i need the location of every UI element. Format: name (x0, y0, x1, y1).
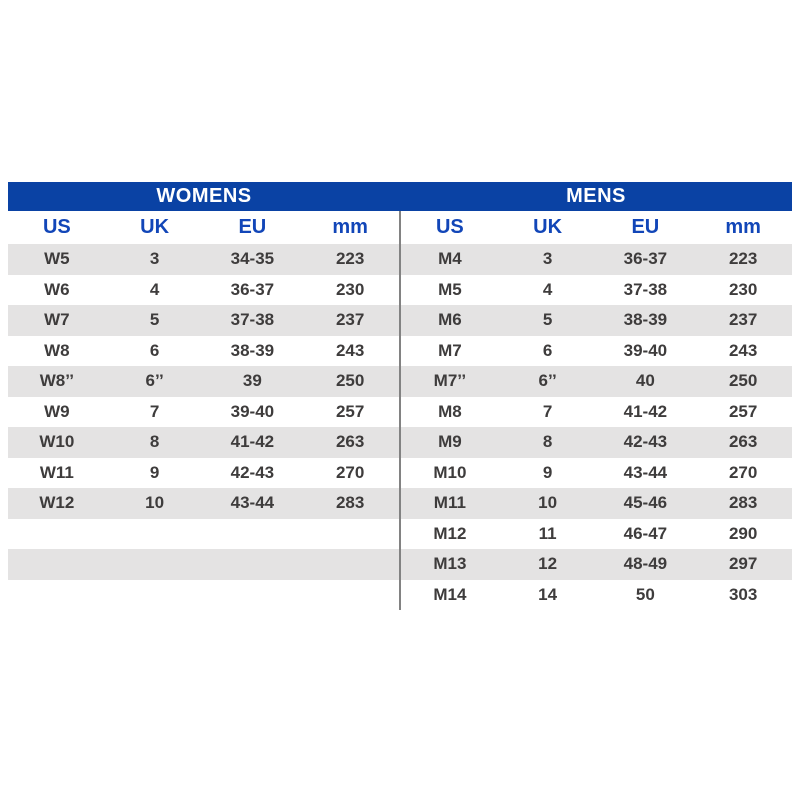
table-row (401, 275, 792, 306)
cell: W7 (44, 310, 70, 330)
cell: M11 (433, 493, 466, 513)
cell: M7’’ (433, 371, 467, 391)
cell: M6 (438, 310, 462, 330)
cell: 4 (149, 279, 160, 299)
cell: 45-46 (623, 493, 668, 513)
cell: 3 (149, 249, 160, 269)
cell: 6’’ (538, 371, 557, 391)
cell: 41-42 (623, 401, 668, 421)
mens-table (399, 211, 792, 610)
cell: 263 (728, 432, 758, 452)
cell: 38-39 (623, 310, 668, 330)
cell: 48-49 (623, 554, 668, 574)
table-row (8, 458, 399, 489)
cell: M4 (438, 249, 462, 269)
cell: 3 (542, 249, 553, 269)
womens-table (8, 211, 399, 610)
table-row (401, 336, 792, 367)
cell: 39 (242, 371, 262, 391)
cell: 7 (542, 401, 553, 421)
cell: 223 (335, 249, 365, 269)
cell: 10 (538, 493, 558, 513)
cell: 43-44 (623, 462, 668, 482)
cell: 50 (635, 584, 655, 604)
table-row-empty (8, 580, 399, 611)
cell: 303 (728, 584, 758, 604)
column-header-eu: EU (631, 216, 660, 238)
cell: 36-37 (623, 249, 668, 269)
table-bodies (8, 211, 792, 620)
cell: 237 (335, 310, 365, 330)
cell: 263 (335, 432, 365, 452)
cell: 42-43 (230, 462, 275, 482)
cell: W9 (44, 401, 70, 421)
cell: 42-43 (623, 432, 668, 452)
cell: W8’’ (39, 371, 75, 391)
table-row (401, 488, 792, 519)
cell: 34-35 (230, 249, 275, 269)
table-row (8, 488, 399, 519)
cell: W8 (44, 340, 70, 360)
column-header-us: US (435, 216, 464, 238)
cell: 250 (728, 371, 758, 391)
cell: M12 (433, 523, 467, 543)
cell: 11 (538, 523, 557, 543)
cell: 223 (728, 249, 758, 269)
cell: 237 (728, 310, 758, 330)
cell: 6’’ (145, 371, 164, 391)
cell: M7 (438, 340, 462, 360)
cell: W10 (39, 432, 75, 452)
table-row (8, 366, 399, 397)
cell: 46-47 (623, 523, 668, 543)
womens-column-header-row (8, 211, 399, 244)
cell: 8 (149, 432, 160, 452)
table-row (8, 244, 399, 275)
cell: W12 (39, 493, 75, 513)
cell: 37-38 (230, 310, 275, 330)
cell: 5 (149, 310, 160, 330)
cell: W6 (44, 279, 70, 299)
table-row (401, 427, 792, 458)
cell: 6 (149, 340, 160, 360)
cell: 36-37 (230, 279, 275, 299)
cell: M8 (438, 401, 462, 421)
cell: 6 (542, 340, 553, 360)
cell: 40 (635, 371, 655, 391)
cell: 297 (728, 554, 758, 574)
column-header-eu: EU (238, 216, 267, 238)
table-row (8, 275, 399, 306)
cell: M14 (433, 584, 467, 604)
cell: 39-40 (230, 401, 275, 421)
cell: 9 (149, 462, 160, 482)
cell: 243 (728, 340, 758, 360)
table-row (401, 519, 792, 550)
cell: 5 (542, 310, 553, 330)
cell: 41-42 (230, 432, 275, 452)
cell: M5 (438, 279, 462, 299)
cell: 243 (335, 340, 365, 360)
shoe-size-conversion-chart (8, 182, 792, 620)
cell: 8 (542, 432, 553, 452)
womens-table-title: WOMENS (156, 185, 252, 207)
table-row-empty (8, 549, 399, 580)
table-row (401, 580, 792, 611)
table-row (401, 549, 792, 580)
column-header-uk: UK (533, 216, 563, 238)
table-row (401, 244, 792, 275)
cell: 230 (335, 279, 365, 299)
cell: 257 (728, 401, 758, 421)
table-title-bar (8, 182, 792, 211)
cell: 283 (335, 493, 365, 513)
column-header-us: US (42, 216, 71, 238)
cell: 4 (542, 279, 553, 299)
cell: W5 (44, 249, 70, 269)
cell: 270 (728, 462, 758, 482)
cell: 37-38 (623, 279, 668, 299)
table-row (401, 366, 792, 397)
mens-table-rows (401, 244, 792, 610)
column-header-mm: mm (332, 216, 368, 238)
cell: W11 (39, 462, 74, 482)
cell: 250 (335, 371, 365, 391)
cell: 43-44 (230, 493, 275, 513)
column-header-uk: UK (140, 216, 170, 238)
womens-table-rows (8, 244, 399, 610)
cell: 230 (728, 279, 758, 299)
table-row-empty (8, 519, 399, 550)
table-row (8, 427, 399, 458)
cell: 12 (538, 554, 558, 574)
cell: M13 (433, 554, 467, 574)
mens-column-header-row (401, 211, 792, 244)
cell: 14 (538, 584, 558, 604)
cell: 39-40 (623, 340, 668, 360)
cell: 283 (728, 493, 758, 513)
table-row (401, 305, 792, 336)
cell: 10 (145, 493, 165, 513)
cell: M10 (433, 462, 467, 482)
cell: 257 (335, 401, 365, 421)
table-row (8, 336, 399, 367)
cell: 9 (542, 462, 553, 482)
table-row (401, 458, 792, 489)
cell: 38-39 (230, 340, 275, 360)
table-row (8, 397, 399, 428)
cell: M9 (438, 432, 462, 452)
mens-table-title: MENS (566, 185, 626, 207)
cell: 290 (728, 523, 758, 543)
cell: 7 (149, 401, 160, 421)
column-header-mm: mm (725, 216, 761, 238)
table-row (401, 397, 792, 428)
table-row (8, 305, 399, 336)
cell: 270 (335, 462, 365, 482)
